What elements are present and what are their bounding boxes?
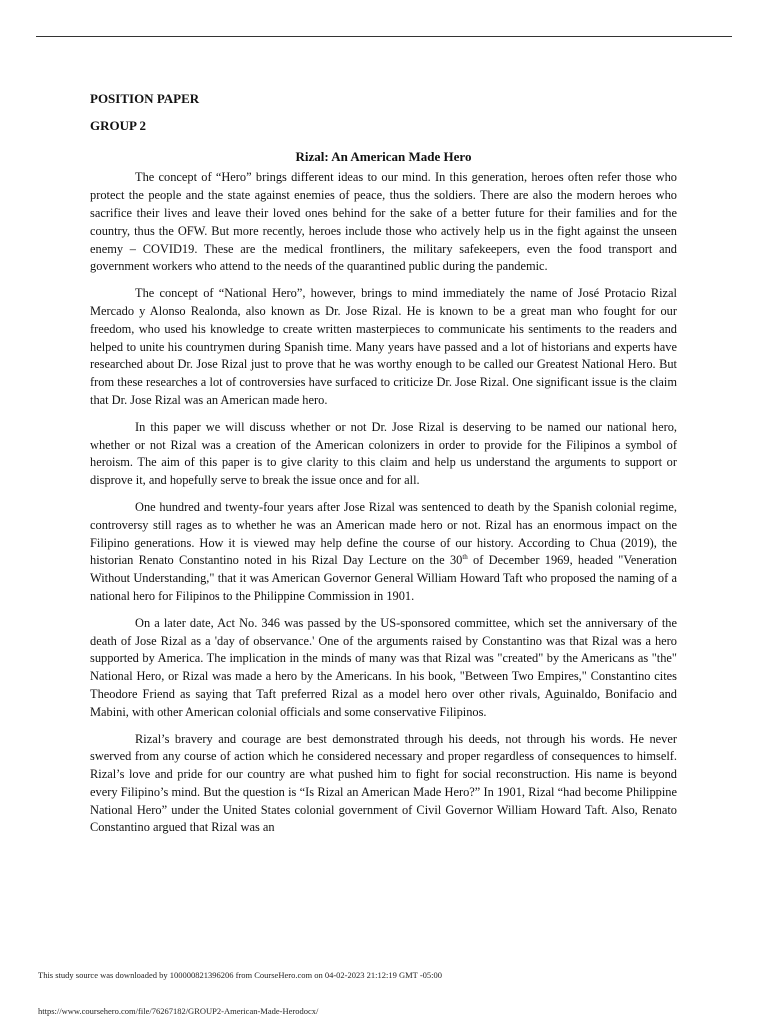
paragraph-4-text-b: of December 1969, headed "Veneration Without Understanding," that it was American Governor General William Howard Taft who proposed the naming of a national hero for Filipinos to the Philippine Commission in 1901. [90,553,677,603]
paper-title: Rizal: An American Made Hero [295,148,472,164]
position-paper-heading: POSITION PAPER [90,91,200,106]
paragraph-1: The concept of “Hero” brings different ideas to our mind. In this generation, heroes often refer those who protect the people and the state against enemies of peace, thus the soldiers. There are also the modern heroes who sacrifice their lives and leave their loved ones behind for the sake of a better future for their families and for the country, thus the OFW. But more recently, heroes include those who actively help us in the fight against the unseen enemy – COVID19. These are the medical frontliners, the military safekeepers, even the food transport and government workers who attend to the needs of the quarantined public during the pandemic. [90,170,677,274]
download-note: This study source was downloaded by 100000821396206 from CourseHero.com on 04-02-2023 21:12:19 GMT -05:00 [38,970,443,980]
paragraph-3: In this paper we will discuss whether or not Dr. Jose Rizal is deserving to be named our national hero, whether or not Rizal was a creation of the American colonizers in order to provide for the Filipinos a symbol of heroism. The aim of this paper is to give clarity to this claim and help us understand the arguments to support or disprove it, and hopefully serve to break the issue once and for all. [90,419,677,488]
source-url-link[interactable]: https://www.coursehero.com/file/76267182/GROUP2-American-Made-Herodocx/ [38,1006,319,1016]
paragraph-4 [90,499,677,606]
paragraph-4-text-a: One hundred and twenty-four years after Jose Rizal was sentenced to death by the Spanish colonial regime, controversy still rages as to whether he was an American made hero or not. Rizal has an enormous impact on the Filipino generations. How it is viewed may help define the course of our history. According to Chua (2019), the historian Renato Constantino noted in his Rizal Day Lecture on the 30 [90,499,677,568]
ordinal-superscript: th [462,553,468,562]
paragraph-6: Rizal’s bravery and courage are best demonstrated through his deeds, not through his words. He never swerved from any course of action which he considered necessary and proper regardless of consequences to himself. Rizal’s love and pride for our country are what pushed him to fight for social reconstruction. His name is beyond every Filipino’s mind. But the question is “Is Rizal an American Made Hero?” In 1901, Rizal “had become Philippine National Hero” under the United States colonial government of Civil Governor William Howard Taft. Also, Renato Constantino argued that Rizal was an [90,731,677,835]
paragraph-2: The concept of “National Hero”, however, brings to mind immediately the name of José Protacio Rizal Mercado y Alonso Realonda, also known as Dr. Jose Rizal. He is known to be a great man who fought for our freedom, who used his knowledge to create written masterpieces to communicate his sentiments to the readers and helped to unite his countrymen during Spanish time. Many years have passed and a lot of historians and experts have researched about Dr. Jose Rizal just to prove that he was worthy enough to be called our Greatest National Hero. But from these researches a lot of controversies have surfaced to criticize Dr. Jose Rizal. One significant issue is the claim that Dr. Jose Rizal was an American made hero. [90,286,677,407]
document-body [90,90,677,846]
group-heading: GROUP 2 [90,117,146,133]
top-divider [36,36,732,37]
paragraph-5: On a later date, Act No. 346 was passed by the US-sponsored committee, which set the anniversary of the death of Jose Rizal as a 'day of observance.' One of the arguments raised by Constantino was that Rizal was a hero supported by America. The implication in the minds of many was that Rizal was "created" by the Americans as "the" National Hero, or Rizal was made a hero by the Americans. In his book, "Between Two Empires," Constantino cites Theodore Friend as saying that Taft preferred Rizal as a model hero over other rivals, Aguinaldo, Bonifacio and Mabini, with other American colonial officials and some conservative Filipinos. [90,615,677,719]
